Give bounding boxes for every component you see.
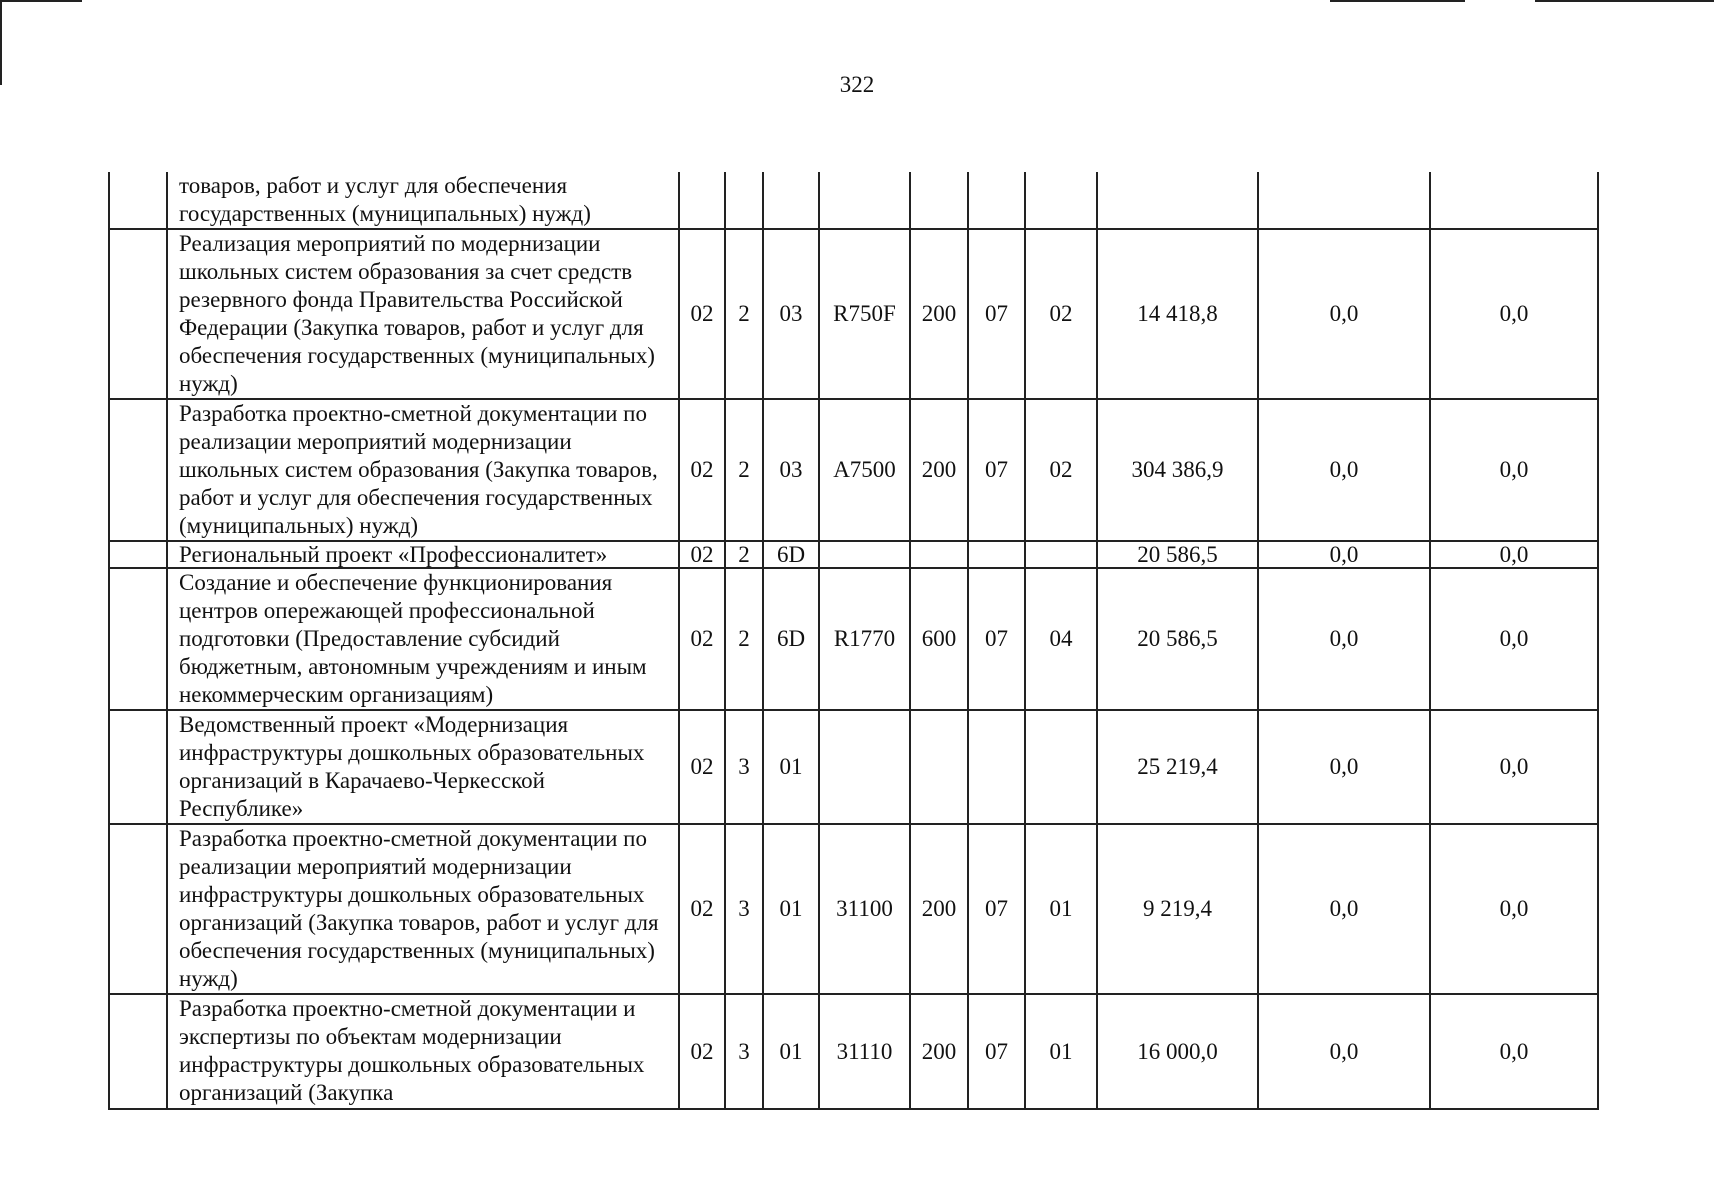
code-subprogram-cell [725,172,763,229]
code-program-cell [679,172,725,229]
code-section-cell: 07 [968,399,1025,541]
amount-year-3-cell: 0,0 [1430,710,1598,824]
row-name-cell: Реализация мероприятий по модернизации школьных систем образования за счет средств резервного фонда Правительства Российской Федерации (Закупка товаров, работ и услуг для обеспечения государственных (муниципальных) нужд) [167,229,679,399]
code-direction-cell [819,172,910,229]
code-section-cell: 07 [968,229,1025,399]
budget-table [108,172,1599,1110]
table-row [109,541,1598,568]
code-project-cell: 01 [763,824,819,994]
amount-year-1-cell: 16 000,0 [1097,994,1258,1109]
table-row [109,824,1598,994]
code-project-cell: 03 [763,229,819,399]
code-expense-type-cell: 200 [910,994,968,1109]
code-direction-cell: 31100 [819,824,910,994]
code-section-cell [968,541,1025,568]
code-subprogram-cell: 2 [725,399,763,541]
scan-edge-top-right [1330,0,1465,2]
code-subprogram-cell: 2 [725,229,763,399]
code-section-cell: 07 [968,994,1025,1109]
row-name-cell: товаров, работ и услуг для обеспечения государственных (муниципальных) нужд) [167,172,679,229]
row-number-cell [109,229,167,399]
row-number-cell [109,399,167,541]
amount-year-2-cell: 0,0 [1258,568,1430,710]
amount-year-3-cell: 0,0 [1430,541,1598,568]
code-section-cell [968,710,1025,824]
row-number-cell [109,568,167,710]
amount-year-2-cell [1258,172,1430,229]
code-subprogram-cell: 2 [725,568,763,710]
code-program-cell: 02 [679,399,725,541]
amount-year-1-cell: 20 586,5 [1097,568,1258,710]
row-name-cell: Разработка проектно-сметной документации по реализации мероприятий модернизации школьных систем образования (Закупка товаров, работ и услуг для обеспечения государственных (муниципальных) нужд) [167,399,679,541]
amount-year-1-cell: 14 418,8 [1097,229,1258,399]
amount-year-3-cell: 0,0 [1430,824,1598,994]
code-program-cell: 02 [679,229,725,399]
code-expense-type-cell [910,710,968,824]
table-row [109,994,1598,1109]
code-program-cell: 02 [679,568,725,710]
amount-year-2-cell: 0,0 [1258,710,1430,824]
code-project-cell [763,172,819,229]
row-name-cell: Разработка проектно-сметной документации и экспертизы по объектам модернизации инфраструктуры дошкольных образовательных организаций (Закупка [167,994,679,1109]
row-number-cell [109,994,167,1109]
amount-year-3-cell [1430,172,1598,229]
code-expense-type-cell [910,541,968,568]
row-number-cell [109,172,167,229]
table-row [109,568,1598,710]
code-expense-type-cell [910,172,968,229]
code-program-cell: 02 [679,710,725,824]
row-number-cell [109,541,167,568]
scan-edge-top-left [0,0,82,2]
amount-year-1-cell: 20 586,5 [1097,541,1258,568]
amount-year-2-cell: 0,0 [1258,229,1430,399]
code-subprogram-cell: 3 [725,994,763,1109]
code-subsection-cell: 01 [1025,824,1097,994]
code-project-cell: 6D [763,541,819,568]
code-direction-cell: A7500 [819,399,910,541]
code-subsection-cell: 04 [1025,568,1097,710]
row-number-cell [109,710,167,824]
row-name-cell: Разработка проектно-сметной документации по реализации мероприятий модернизации инфраструктуры дошкольных образовательных организаций (Закупка товаров, работ и услуг для обеспечения государственных (муниципальных) нужд) [167,824,679,994]
code-direction-cell: 31110 [819,994,910,1109]
page-number: 322 [839,72,875,97]
row-name-cell: Ведомственный проект «Модернизация инфраструктуры дошкольных образовательных организаций в Карачаево-Черкесской Республике» [167,710,679,824]
code-project-cell: 6D [763,568,819,710]
code-section-cell: 07 [968,824,1025,994]
amount-year-2-cell: 0,0 [1258,994,1430,1109]
code-expense-type-cell: 600 [910,568,968,710]
code-direction-cell: R750F [819,229,910,399]
code-section-cell [968,172,1025,229]
amount-year-2-cell: 0,0 [1258,399,1430,541]
code-subsection-cell [1025,710,1097,824]
code-subprogram-cell: 3 [725,710,763,824]
code-subsection-cell: 01 [1025,994,1097,1109]
code-subsection-cell [1025,172,1097,229]
table-row [109,710,1598,824]
row-name-cell: Региональный проект «Профессионалитет» [167,541,679,568]
code-expense-type-cell: 200 [910,229,968,399]
amount-year-2-cell: 0,0 [1258,541,1430,568]
amount-year-3-cell: 0,0 [1430,568,1598,710]
code-subprogram-cell: 2 [725,541,763,568]
amount-year-1-cell [1097,172,1258,229]
row-number-cell [109,824,167,994]
amount-year-3-cell: 0,0 [1430,399,1598,541]
code-expense-type-cell: 200 [910,399,968,541]
row-name-cell: Создание и обеспечение функционирования центров опережающей профессиональной подготовки (Предоставление субсидий бюджетным, автономным учреждениям и иным некоммерческим организациям) [167,568,679,710]
code-program-cell: 02 [679,994,725,1109]
code-expense-type-cell: 200 [910,824,968,994]
amount-year-2-cell: 0,0 [1258,824,1430,994]
amount-year-1-cell: 304 386,9 [1097,399,1258,541]
code-subprogram-cell: 3 [725,824,763,994]
amount-year-1-cell: 25 219,4 [1097,710,1258,824]
code-project-cell: 01 [763,994,819,1109]
code-subsection-cell: 02 [1025,229,1097,399]
amount-year-3-cell: 0,0 [1430,994,1598,1109]
code-program-cell: 02 [679,824,725,994]
amount-year-3-cell: 0,0 [1430,229,1598,399]
code-project-cell: 01 [763,710,819,824]
code-direction-cell: R1770 [819,568,910,710]
table-row [109,229,1598,399]
code-direction-cell [819,710,910,824]
table-body [109,172,1598,1109]
code-subsection-cell: 02 [1025,399,1097,541]
table-row [109,172,1598,229]
code-subsection-cell [1025,541,1097,568]
code-project-cell: 03 [763,399,819,541]
code-section-cell: 07 [968,568,1025,710]
table-row [109,399,1598,541]
code-program-cell: 02 [679,541,725,568]
scan-edge-top-far-right [1535,0,1714,2]
code-direction-cell [819,541,910,568]
amount-year-1-cell: 9 219,4 [1097,824,1258,994]
